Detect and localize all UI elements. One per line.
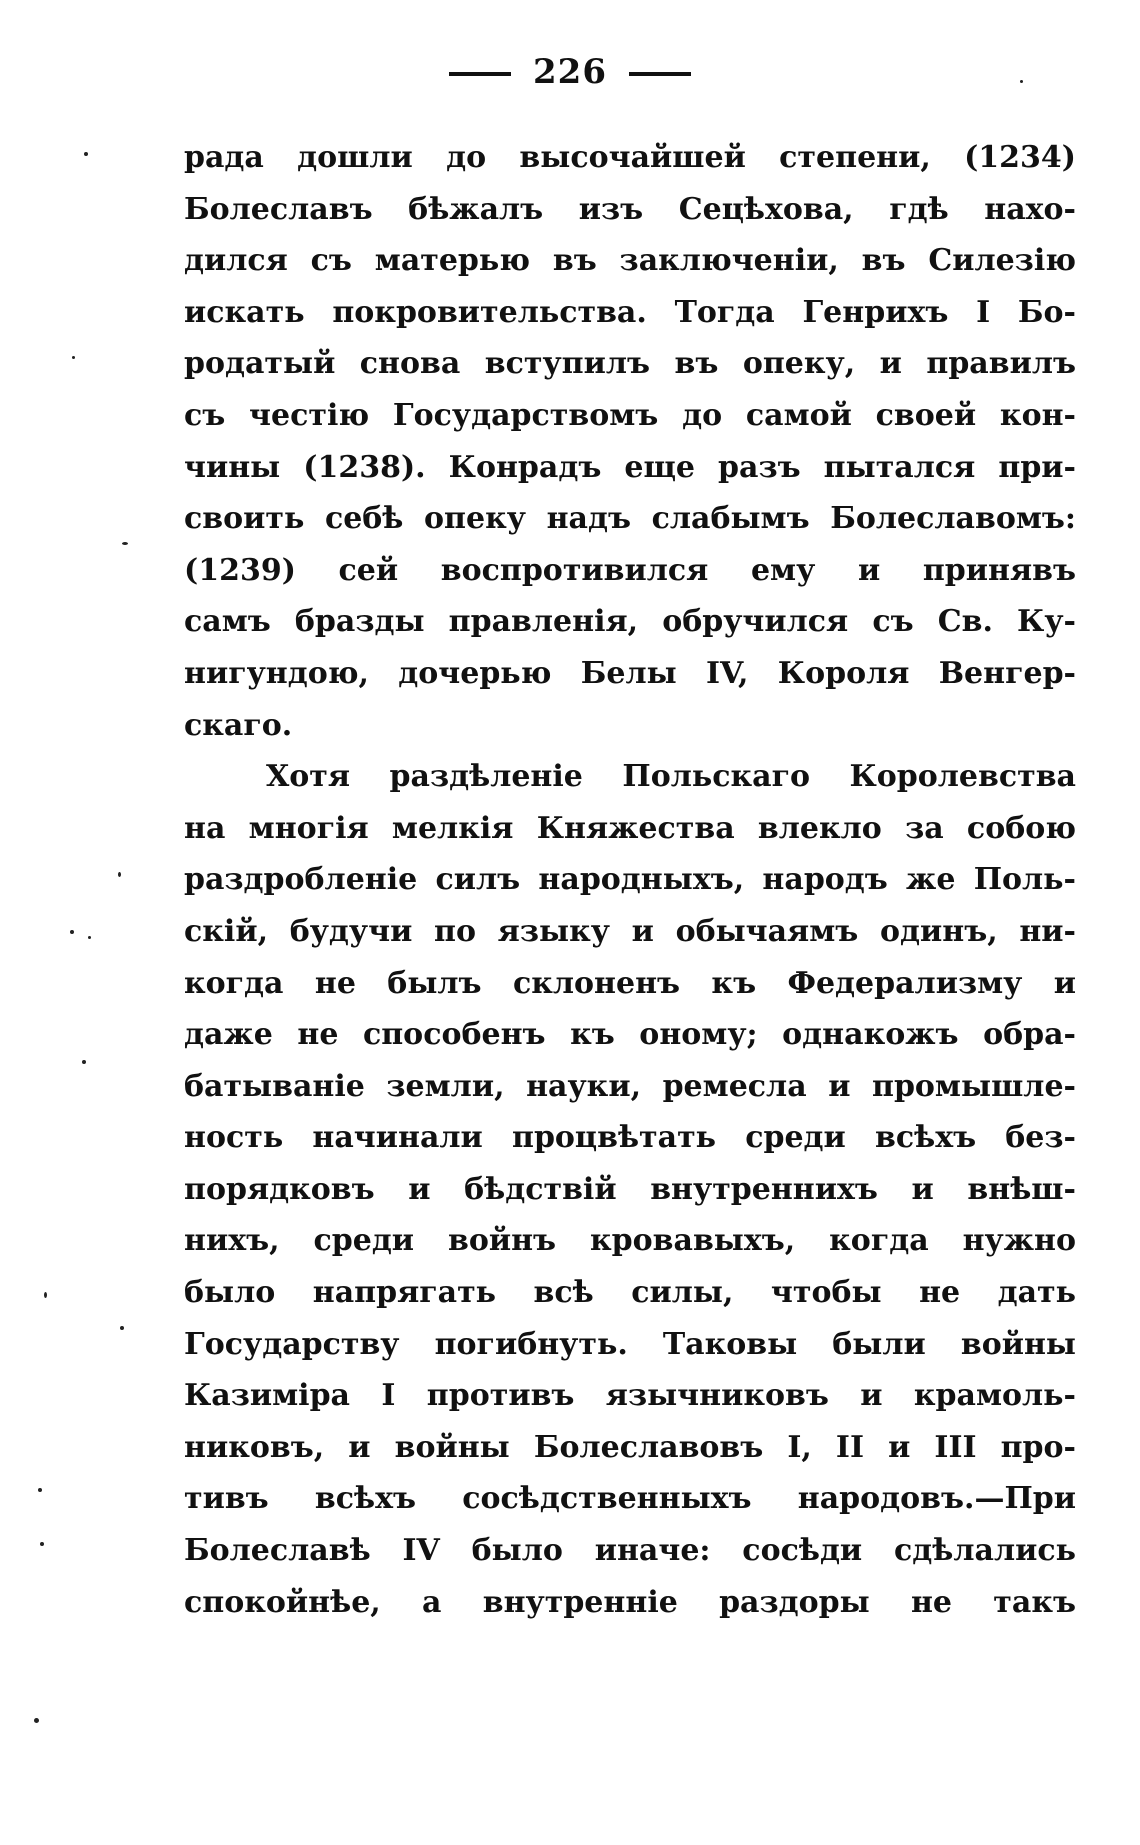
scan-speck (34, 1718, 39, 1723)
text-line: самъ бразды правленія, обручился съ Св. Ку- (184, 604, 1076, 640)
scan-speck (118, 872, 121, 877)
scan-speck (40, 1542, 44, 1546)
text-line: на многія мелкія Княжества влекло за собою (184, 810, 1076, 846)
scan-speck (120, 1326, 124, 1330)
text-line: скій, будучи по языку и обычаямъ одинъ, ни- (184, 913, 1076, 949)
right-dash-rule (629, 72, 691, 76)
scan-speck (72, 356, 75, 359)
text-line: порядковъ и бѣдствій внутреннихъ и внѣш- (184, 1171, 1076, 1207)
text-line: нихъ, среди войнъ кровавыхъ, когда нужно (184, 1223, 1076, 1259)
scan-speck (70, 930, 74, 934)
text-line: родатый снова вступилъ въ опеку, и правилъ (184, 346, 1076, 382)
text-line: Государству погибнуть. Таковы были войны (184, 1326, 1076, 1362)
text-line: съ честію Государствомъ до самой своей кон- (184, 397, 1076, 433)
text-line: раздробленіе силъ народныхъ, народъ же Поль- (184, 862, 1076, 898)
scan-speck (38, 1488, 42, 1492)
text-line: рада дошли до высочайшей степени, (1234) (184, 140, 1076, 175)
text-line: никовъ, и войны Болеславовъ I, II и III про- (184, 1429, 1076, 1465)
text-line: Казиміра I противъ язычниковъ и крамоль- (184, 1378, 1076, 1414)
scan-speck (1020, 80, 1023, 83)
scan-speck (88, 936, 91, 939)
paragraph-end-line: скаго. (184, 707, 293, 743)
text-line: даже не способенъ къ оному; однакожъ обра- (184, 1017, 1076, 1053)
text-line: Болеславъ бѣжалъ изъ Сецѣхова, гдѣ нахо- (184, 191, 1076, 227)
text-line: ность начинали процвѣтать среди всѣхъ без- (184, 1120, 1076, 1156)
scan-speck (122, 542, 128, 545)
text-line: чины (1238). Конрадъ еще разъ пытался при- (184, 449, 1076, 485)
page-number-header (0, 52, 1140, 92)
text-line: было напрягать всѣ силы, чтобы не дать (184, 1275, 1076, 1311)
text-line: когда не былъ склоненъ къ Федерализму и (184, 965, 1076, 1001)
text-line: (1239) сей воспротивился ему и принявъ (184, 552, 1076, 588)
scan-speck (44, 1292, 47, 1298)
paragraph-start-line: Хотя раздѣленіе Польскаго Королевства (266, 759, 1076, 795)
text-line: Болеславѣ IV было иначе: сосѣди сдѣлались (184, 1533, 1076, 1569)
text-line: искать покровительства. Тогда Генрихъ I Бо- (184, 294, 1076, 330)
page-number: 226 (533, 52, 607, 92)
text-line: батываніе земли, науки, ремесла и промышле- (184, 1068, 1076, 1104)
body-text (184, 132, 1076, 1628)
text-line: тивъ всѣхъ сосѣдственныхъ народовъ.—При (184, 1481, 1076, 1517)
text-line: своить себѣ опеку надъ слабымъ Болеславомъ: (184, 501, 1076, 537)
scan-speck (84, 152, 88, 156)
left-dash-rule (449, 72, 511, 76)
text-line: нигундою, дочерью Белы IV, Короля Венгер- (184, 655, 1076, 691)
text-line: дился съ матерью въ заключеніи, въ Силезію (184, 243, 1076, 279)
text-line: спокойнѣе, а внутренніе раздоры не такъ (184, 1584, 1076, 1620)
scan-speck (82, 1060, 86, 1064)
